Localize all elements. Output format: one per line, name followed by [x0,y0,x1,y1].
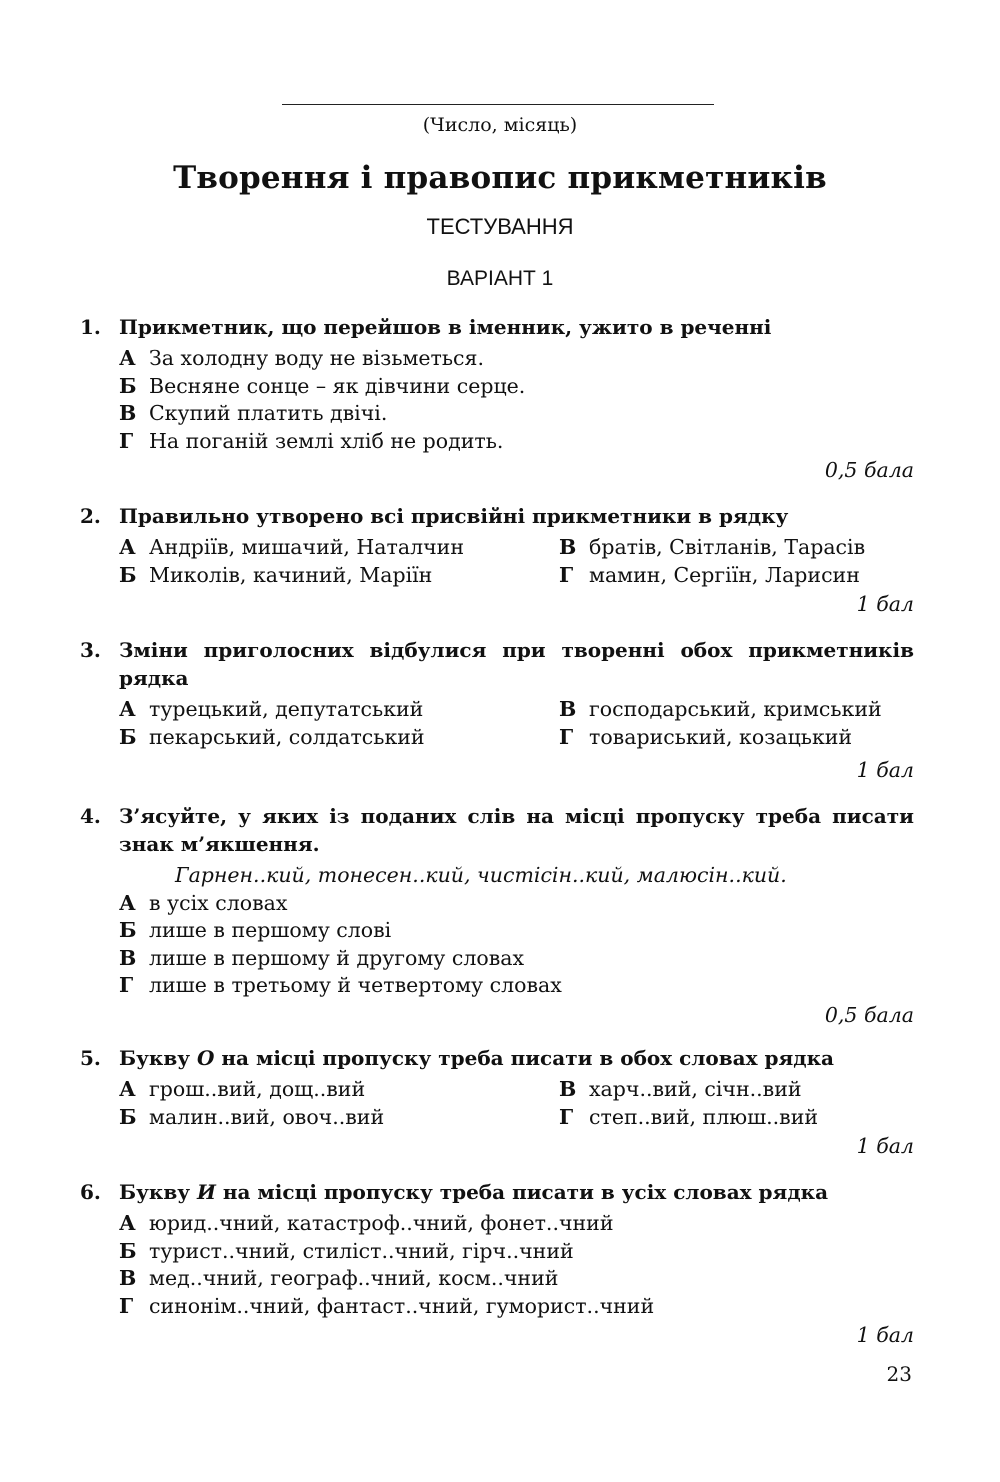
answer-option[interactable] [119,945,914,973]
answer-option[interactable] [119,1104,559,1132]
option-text: лише в першому слові [149,918,392,942]
answer-option[interactable] [559,562,915,590]
score-label: 1 бал [856,592,914,616]
option-letter: Г [559,562,574,587]
question-number: 2. [80,504,101,528]
answer-option[interactable] [119,1076,559,1104]
question-header [80,502,914,530]
option-text: Скупий платить двічі. [149,401,388,425]
answer-option[interactable] [119,972,914,1000]
question-header [80,1178,914,1206]
score-label: 1 бал [856,1323,914,1347]
option-text: На поганій землі хліб не родить. [149,428,504,453]
question-number: 4. [80,804,101,828]
answer-options [119,1210,914,1320]
answer-option[interactable] [119,562,559,590]
option-text: мед..чний, географ..чний, косм..чний [149,1266,559,1290]
answer-option[interactable] [559,534,915,562]
option-letter: Г [119,973,134,997]
option-letter: Б [119,1104,137,1129]
question-text: Зміни приголосних відбулися при творенні обох прикметників рядка [119,638,914,690]
answer-option[interactable] [559,1076,915,1104]
option-text: пекарський, солдатський [149,724,425,749]
answer-option[interactable] [119,917,914,945]
option-text: мамин, Сергіїн, Ларисин [589,562,860,587]
example-words: Гарнен..кий, тонесен..кий, чистісін..кий, малюсін..кий. [175,863,787,887]
answer-option[interactable] [119,428,914,456]
option-text: грош..вий, дощ..вий [149,1077,366,1101]
option-letter: Б [119,1238,137,1263]
option-letter: А [119,1077,136,1101]
page-number: 23 [886,1362,912,1386]
question-6 [80,1178,914,1349]
option-letter: Б [119,724,137,749]
answer-option[interactable] [559,696,915,724]
question-header [80,1044,914,1072]
answer-option[interactable] [119,345,914,373]
answer-option[interactable] [119,1265,914,1293]
option-letter: В [119,401,137,425]
question-number: 5. [80,1046,101,1070]
question-number: 3. [80,638,101,662]
answer-option[interactable] [119,890,914,918]
page-subtitle: ТЕСТУВАННЯ [426,214,574,239]
question-4 [80,802,914,1029]
score-label: 1 бал [856,1134,914,1158]
score-label: 0,5 бала [824,1002,914,1027]
question-text: Правильно утворено всі присвійні прикметники в рядку [119,504,789,528]
answer-options [119,534,914,589]
option-text: Миколів, качиний, Маріїн [149,562,433,587]
option-text: Андріїв, мишачий, Наталчин [149,535,464,559]
option-text: товариський, козацький [589,724,853,749]
answer-option[interactable] [119,696,559,724]
answer-option[interactable] [119,1293,914,1321]
option-text: малин..вий, овоч..вий [149,1104,385,1129]
option-letter: А [119,535,136,559]
answer-option[interactable] [119,724,559,752]
question-text: Букву И на місці пропуску треба писати в усіх словах рядка [119,1180,829,1204]
score-label: 0,5 бала [824,458,914,482]
option-letter: Г [559,1104,574,1129]
option-letter: А [119,346,136,370]
question-header [80,313,914,341]
question-text: Прикметник, що перейшов в іменник, ужито в реченні [119,315,772,339]
option-letter: В [119,1266,137,1290]
answer-option[interactable] [119,534,559,562]
answer-option[interactable] [559,1104,915,1132]
question-number: 6. [80,1180,101,1204]
option-text: За холодну воду не візьметься. [149,346,484,370]
option-letter: Г [119,1293,134,1318]
option-letter: В [559,1077,577,1101]
question-number: 1. [80,315,101,339]
question-text: Букву О на місці пропуску треба писати в обох словах рядка [119,1046,835,1070]
option-letter: А [119,1211,136,1235]
option-letter: Г [559,724,574,749]
question-header [80,802,914,858]
page-title: Творення і правопис прикметників [173,160,827,196]
date-caption: (Число, місяць) [422,114,578,136]
answer-option[interactable] [119,1238,914,1266]
score-label: 1 бал [856,758,914,782]
option-text: синонім..чний, фантаст..чний, гуморист..чний [149,1293,655,1318]
option-text: турист..чний, стиліст..чний, гірч..чний [149,1238,574,1263]
answer-options [119,1076,914,1131]
question-3 [80,636,914,784]
option-letter: В [559,535,577,559]
date-input-line [282,104,714,105]
option-text: братів, Світланів, Тарасів [589,535,866,559]
question-2 [80,502,914,618]
option-text: юрид..чний, катастроф..чний, фонет..чний [149,1211,614,1235]
option-letter: А [119,697,136,721]
question-header [80,636,914,692]
option-text: турецький, депутатський [149,697,424,721]
answer-option[interactable] [119,373,914,401]
option-letter: В [119,945,137,970]
answer-options [119,345,914,455]
option-letter: А [119,890,136,915]
option-letter: Б [119,918,137,942]
answer-option[interactable] [119,400,914,428]
answer-options [119,890,914,1000]
option-letter: Б [119,373,137,398]
question-text: З’ясуйте, у яких із поданих слів на місці пропуску треба писати знак м’якшення. [119,804,914,856]
option-letter: Б [119,562,137,587]
answer-option[interactable] [119,1210,914,1238]
question-1 [80,313,914,484]
option-letter: В [559,697,577,721]
option-text: степ..вий, плюш..вий [589,1104,819,1129]
answer-option[interactable] [559,724,915,752]
option-text: в усіх словах [149,890,288,915]
question-5 [80,1044,914,1160]
option-text: господарський, кримський [589,697,882,721]
variant-label: ВАРІАНТ 1 [446,267,554,290]
option-letter: Г [119,428,134,453]
option-text: лише в третьому й четвертому словах [149,973,562,997]
option-text: Весняне сонце – як дівчини серце. [149,373,526,398]
option-text: харч..вий, січн..вий [589,1077,802,1101]
answer-options [119,696,914,751]
option-text: лише в першому й другому словах [149,945,525,970]
